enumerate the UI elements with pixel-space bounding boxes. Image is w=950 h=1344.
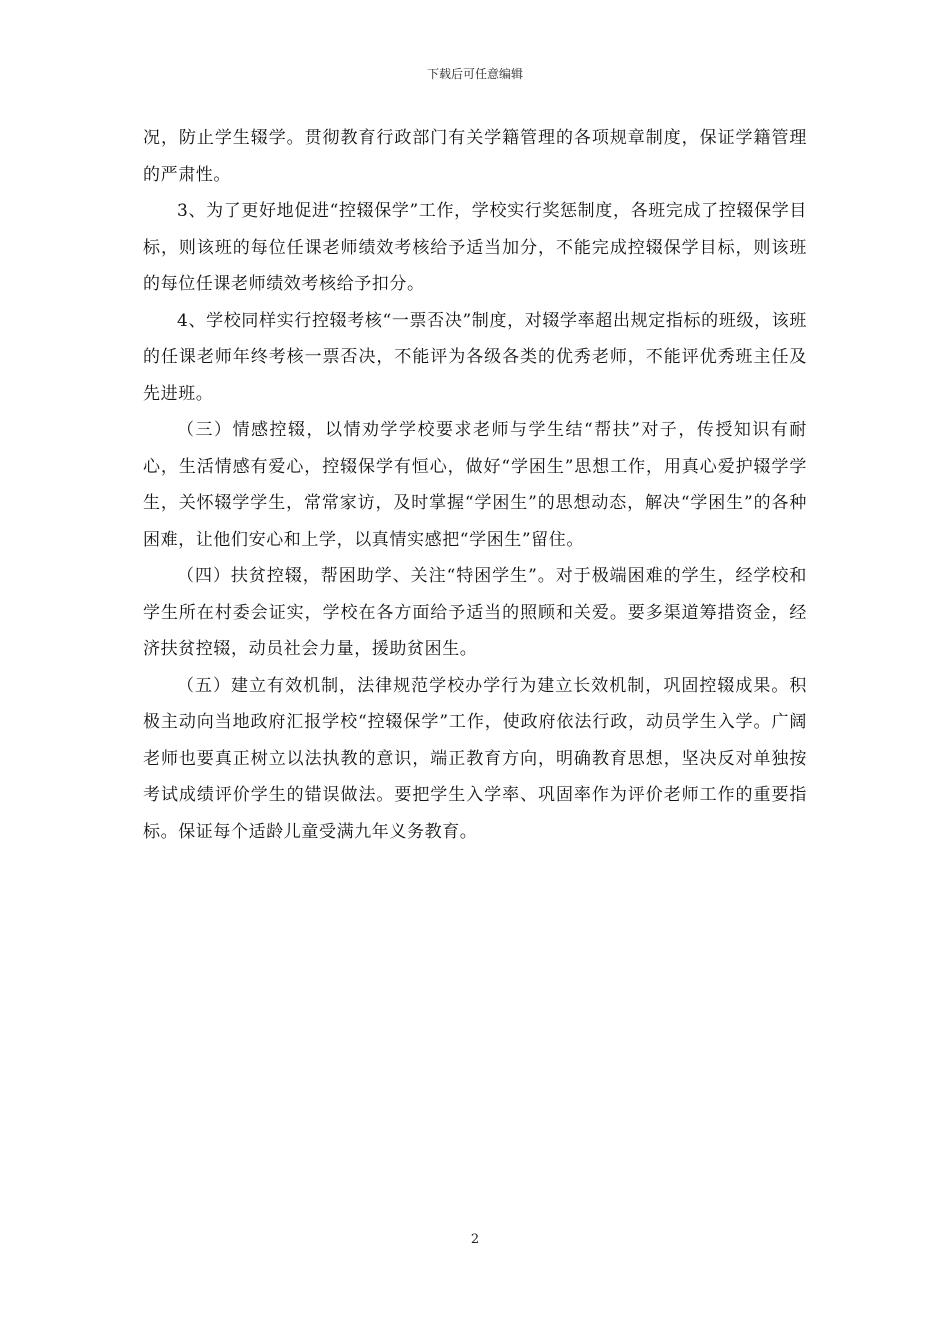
paragraph-item-4: 4、学校同样实行控辍考核“一票否决”制度，对辍学率超出规定指标的班级，该班的任课老师年终考核一票否决，不能评为各级各类的优秀老师，不能评优秀班主任及先进班。 — [143, 310, 807, 404]
page-number: 2 — [470, 1232, 480, 1247]
page-header: 下载后可任意编辑 — [426, 67, 523, 81]
paragraph-section-5: （五）建立有效机制，法律规范学校办学行为建立长效机制，巩固控辍成果。积极主动向当地政府汇报学校“控辍保学”工作，使政府依法行政，动员学生入学。广阔老师也要真正树立以法执教的意识，端正教育方向，明确教育思想，坚决反对单独按考试成绩评价学生的错误做法。要把学生入学率、巩固率作为评价老师工作的重要指标。保证每个适龄儿童受满九年义务教育。 — [143, 675, 807, 842]
document-body — [143, 120, 807, 850]
paragraph-item-3: 3、为了更好地促进“控辍保学”工作，学校实行奖惩制度，各班完成了控辍保学目标，则该班的每位任课老师绩效考核给予适当加分，不能完成控辍保学目标，则该班的每位任课老师绩效考核给予扣分。 — [143, 201, 807, 294]
paragraph-continuation: 况，防止学生辍学。贯彻教育行政部门有关学籍管理的各项规章制度，保证学籍管理的严肃性。 — [143, 128, 807, 185]
paragraph-section-4: （四）扶贫控辍，帮困助学、关注“特困学生”。对于极端困难的学生，经学校和学生所在村委会证实，学校在各方面给予适当的照顾和关爱。要多渠道筹措资金，经济扶贫控辍，动员社会力量，援助贫困生。 — [143, 566, 807, 659]
paragraph-section-3: （三）情感控辍，以情劝学学校要求老师与学生结“帮扶”对子，传授知识有耐心，生活情感有爱心，控辍保学有恒心，做好“学困生”思想工作，用真心爱护辍学学生，关怀辍学学生，常常家访，及时掌握“学困生”的思想动态，解决“学困生”的各种困难，让他们安心和上学，以真情实感把“学困生”留住。 — [143, 420, 807, 550]
